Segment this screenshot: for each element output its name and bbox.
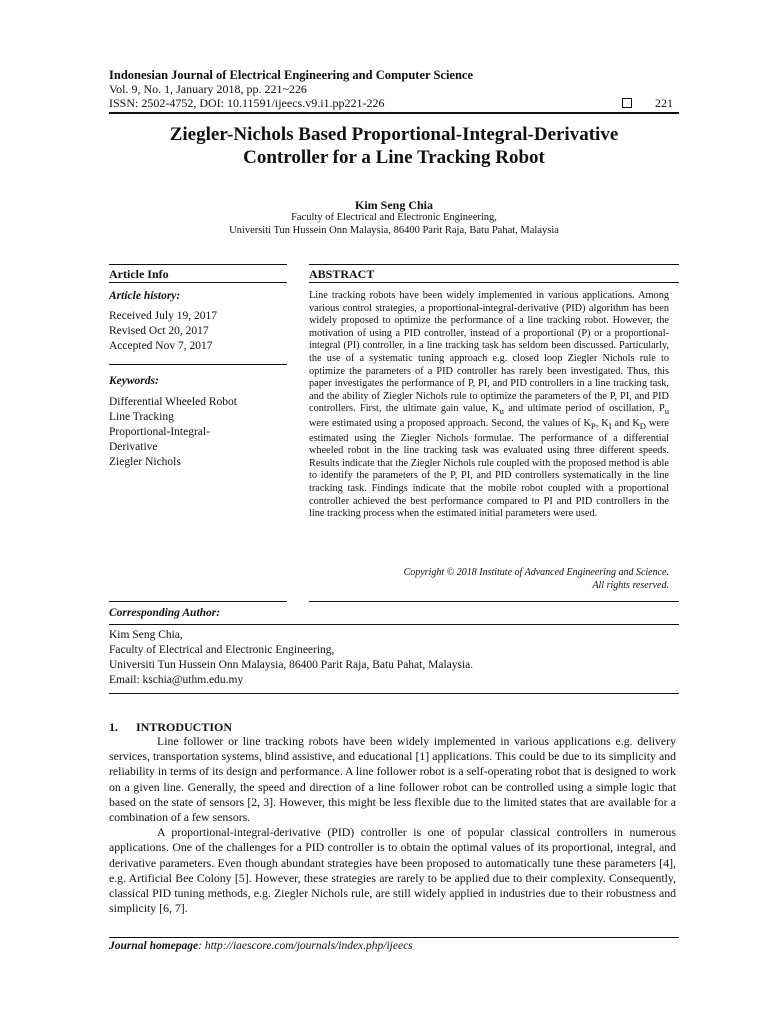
issn-line: ISSN: 2502-4752, DOI: 10.11591/ijeecs.v9.i1.pp221-226 <box>109 96 385 110</box>
header-divider <box>109 112 679 114</box>
introduction-paragraph-2: A proportional-integral-derivative (PID) controller is one of popular classical controllers in numerous applications. One of the challenges for a PID controller is to obtain the optimal values of its proportional, integral, and derivative parameters. Even though abundant strategies have been proposed to automatically tune these parameters [4], e.g. Artificial Bee Colony [5]. However, these strategies are rarely to be applied due to their complexity. Consequently, classical PID tuning methods, e.g. Ziegler Nichols rule, are still widely applied in industries due to their robustness and simplicity [6, 7]. <box>109 825 676 916</box>
article-info-sub-rule <box>109 282 287 283</box>
paper-title <box>109 123 679 169</box>
corresponding-name: Kim Seng Chia, <box>109 629 183 641</box>
paper-title-line-2: Controller for a Line Tracking Robot <box>243 147 545 168</box>
article-info-top-rule <box>109 264 287 265</box>
corresponding-faculty: Faculty of Electrical and Electronic Engineering, <box>109 644 335 656</box>
introduction-body <box>109 734 676 916</box>
corresponding-email: Email: kschia@uthm.edu.my <box>109 674 244 686</box>
abstract-sub-rule <box>309 282 679 283</box>
keyword-item: Ziegler Nichols <box>109 456 181 468</box>
footer-url[interactable]: : http://iaescore.com/journals/index.php/ijeecs <box>198 940 413 952</box>
revised-date: Revised Oct 20, 2017 <box>109 325 209 337</box>
section-title: INTRODUCTION <box>136 720 233 734</box>
keywords-heading: Keywords: <box>109 375 159 387</box>
corresponding-author-details <box>109 628 473 688</box>
page-number: 221 <box>655 96 673 110</box>
footer-divider <box>109 937 679 938</box>
article-info-bottom-rule <box>109 601 287 602</box>
introduction-paragraph-1: Line follower or line tracking robots have been widely implemented in various applications e.g. delivery services, transportation systems, blind assistive, and educational [1] applications. This could be due to its simplicity and reliability in terms of its design and performance. A line follower robot is a self-operating robot that is designed to work on a given line. Generally, the speed and direction of a line follower robot can be controlled using a simple logic that based on the state of sensors [2, 3]. However, this might be less flexible due to the limited states that are available for a combination of a few sensors. <box>109 734 676 825</box>
keywords-list <box>109 395 237 470</box>
journal-homepage-footer <box>109 940 413 952</box>
affiliation-line-1: Faculty of Electrical and Electronic Engineering, <box>291 212 497 223</box>
copyright-notice <box>309 566 669 592</box>
corresponding-bottom-rule <box>109 693 679 694</box>
keyword-item: Derivative <box>109 441 158 453</box>
abstract-top-rule <box>309 264 679 265</box>
volume-line: Vol. 9, No. 1, January 2018, pp. 221~226 <box>109 82 307 96</box>
affiliation-line-2: Universiti Tun Hussein Onn Malaysia, 86400 Parit Raja, Batu Pahat, Malaysia <box>229 225 559 236</box>
received-date: Received July 19, 2017 <box>109 310 217 322</box>
abstract-body: Line tracking robots have been widely implemented in various applications. Among various control strategies, a proportional-integral-derivative (PID) algorithm has been widely proposed to optimize the performance of a line tracking robot. However, the motivation of using a PID controller, instead of a proportional (P) or a proportional-integral (PI) controller, in a line tracking task has seldom been discussed. Particularly, the use of a systematic tuning approach e.g. closed loop Ziegler Nichols rule to optimize the parameters of a PID controller has rarely been investigated. Thus, this paper investigates the performance of P, PI, and PID controllers in a line tracking task, and the ability of Ziegler Nichols rule to optimize the parameters of the P, PI, and PID controllers. First, the ultimate gain value, $K_u$ and ultimate period of oscillation, $P_u$ were estimated using a proposed approach. Second, the values of $K_P$, $K_I$ and $K_D$ were estimated using the Ziegler Nichols formulae. The performance of a differential wheeled robot in the line tracking task was evaluated using three different speeds. Results indicate that the Ziegler Nichols rule coupled with the proposed method is able to identify the parameters of the P, PI, and PID controllers systematically in the line tracking task. Findings indicate that the mobile robot coupled with a proportional controller achieved the best performance compared to PI and PID controllers in the line tracking process when the estimated initial parameters were used. <box>309 290 670 520</box>
journal-name: Indonesian Journal of Electrical Engineering and Computer Science <box>109 68 474 82</box>
abstract-bottom-rule <box>309 601 679 602</box>
corresponding-author-heading: Corresponding Author: <box>109 607 221 619</box>
corresponding-university: Universiti Tun Hussein Onn Malaysia, 86400 Parit Raja, Batu Pahat, Malaysia. <box>109 659 474 671</box>
square-box-icon <box>622 98 632 108</box>
article-info-heading: Article Info <box>109 267 169 281</box>
keyword-item: Line Tracking <box>109 411 174 423</box>
copyright-line-2: All rights reserved. <box>592 580 669 591</box>
author-name: Kim Seng Chia <box>354 198 433 212</box>
section-number: 1. <box>109 720 118 734</box>
copyright-line-1: Copyright © 2018 Institute of Advanced Engineering and Science. <box>403 567 669 578</box>
accepted-date: Accepted Nov 7, 2017 <box>109 340 213 352</box>
introduction-heading <box>109 720 232 735</box>
footer-label: Journal homepage <box>109 940 199 952</box>
abstract-heading: ABSTRACT <box>309 267 375 281</box>
article-history-heading: Article history: <box>109 290 181 302</box>
keyword-item: Differential Wheeled Robot <box>109 396 237 408</box>
keyword-item: Proportional-Integral- <box>109 426 210 438</box>
keywords-top-rule <box>109 364 287 365</box>
corresponding-rule <box>109 624 679 625</box>
paper-title-line-1: Ziegler-Nichols Based Proportional-Integral-Derivative <box>169 124 619 145</box>
article-dates <box>109 309 217 354</box>
